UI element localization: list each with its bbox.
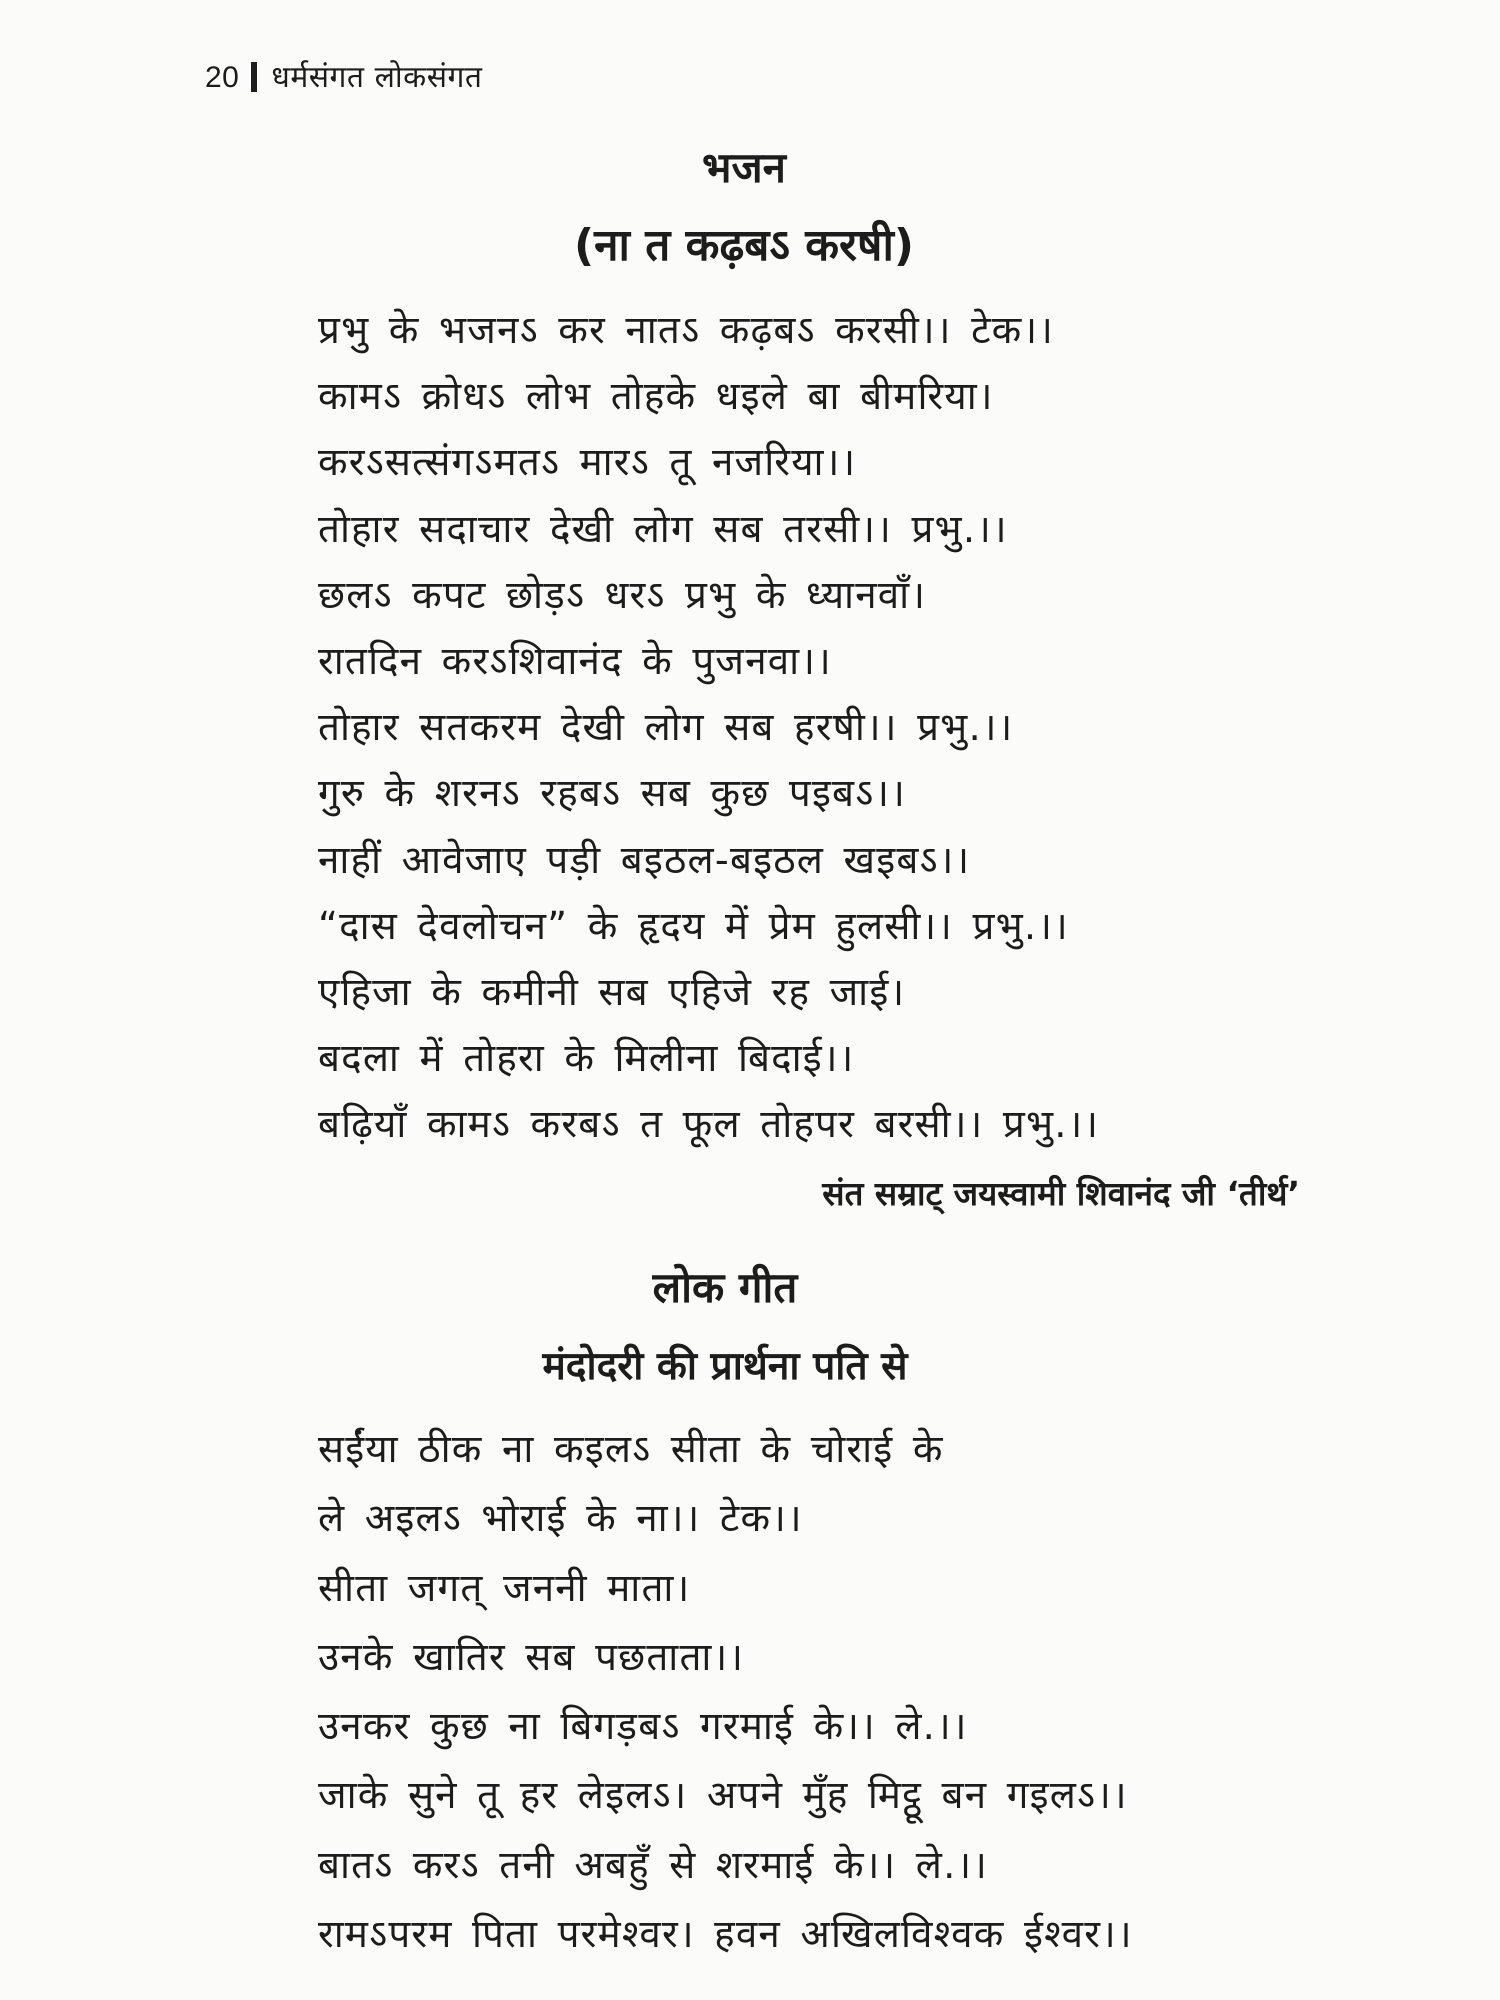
verse-line: नाहीं आवेजाए पड़ी बइठल-बइठल खइबऽ।। [318, 837, 971, 883]
verse-line: तोहार सतकरम देखी लोग सब हरषी।। प्रभु.।। [318, 705, 1014, 751]
verse-line: बदला में तोहरा के मिलीना बिदाई।। [318, 1036, 855, 1082]
verse-line: बातऽ करऽ तनी अबहुँ से शरमाई के।। ले.।। [318, 1842, 989, 1888]
header-separator [251, 62, 257, 92]
bhajan-subheading: (ना त कढ़बऽ करषी) [574, 220, 914, 271]
verse-line: प्रभु के भजनऽ कर नातऽ कढ़बऽ करसी।। टेक।। [318, 308, 1055, 353]
verse-line: तोहार सदाचार देखी लोग सब तरसी।। प्रभु.।। [318, 506, 1008, 552]
book-title: धर्मसंगत लोकसंगत [271, 60, 483, 95]
verse-line: करऽसत्संगऽमतऽ मारऽ तू नजरिया।। [318, 440, 857, 486]
verse-line: उनके खातिर सब पछताता।। [318, 1634, 745, 1680]
verse-line: रातदिन करऽशिवानंद के पुजनवा।। [318, 638, 832, 684]
verse-line: एहिजा के कमीनी सब एहिजे रह जाई। [318, 969, 906, 1015]
lok-geet-heading: लोक गीत [652, 1263, 798, 1312]
bhajan-verse-list [318, 298, 1099, 1158]
verse-line: उनकर कुछ ना बिगड़बऽ गरमाई के।। ले.।। [318, 1704, 968, 1750]
lok-geet-verse-list [318, 1415, 1133, 1969]
bhajan-author: संत सम्राट् जयस्वामी शिवानंद जी ‘तीर्थ’ [822, 1174, 1300, 1213]
verse-line: कामऽ क्रोधऽ लोभ तोहके धइले बा बीमरिया। [318, 374, 994, 420]
lok-geet-subheading: मंदोदरी की प्रार्थना पति से [542, 1344, 908, 1389]
running-header [205, 55, 483, 96]
bhajan-heading: भजन [701, 143, 786, 192]
verse-line: जाके सुने तू हर लेइलऽ। अपने मुँह मिट्ठू बन गइलऽ।। [318, 1773, 1128, 1819]
verse-line: ले अइलऽ भोराई के ना।। टेक।। [318, 1496, 803, 1542]
verse-line: गुरु के शरनऽ रहबऽ सब कुछ पइबऽ।। [318, 771, 907, 817]
verse-line: रामऽपरम पिता परमेश्वर। हवन अखिलविश्वक ईश्वर।। [318, 1912, 1133, 1958]
verse-line: छलऽ कपट छोड़ऽ धरऽ प्रभु के ध्यानवाँ। [318, 572, 927, 618]
verse-line: “दास देवलोचन” के हृदय में प्रेम हुलसी।। प्रभु.।। [318, 903, 1069, 949]
page-number: 20 [205, 61, 240, 94]
verse-line: सईंया ठीक ना कइलऽ सीता के चोराई के [318, 1427, 944, 1472]
verse-line: बढ़ियाँ कामऽ करबऽ त फूल तोहपर बरसी।। प्रभु.।। [318, 1102, 1100, 1148]
verse-line: सीता जगत् जननी माता। [318, 1565, 691, 1611]
